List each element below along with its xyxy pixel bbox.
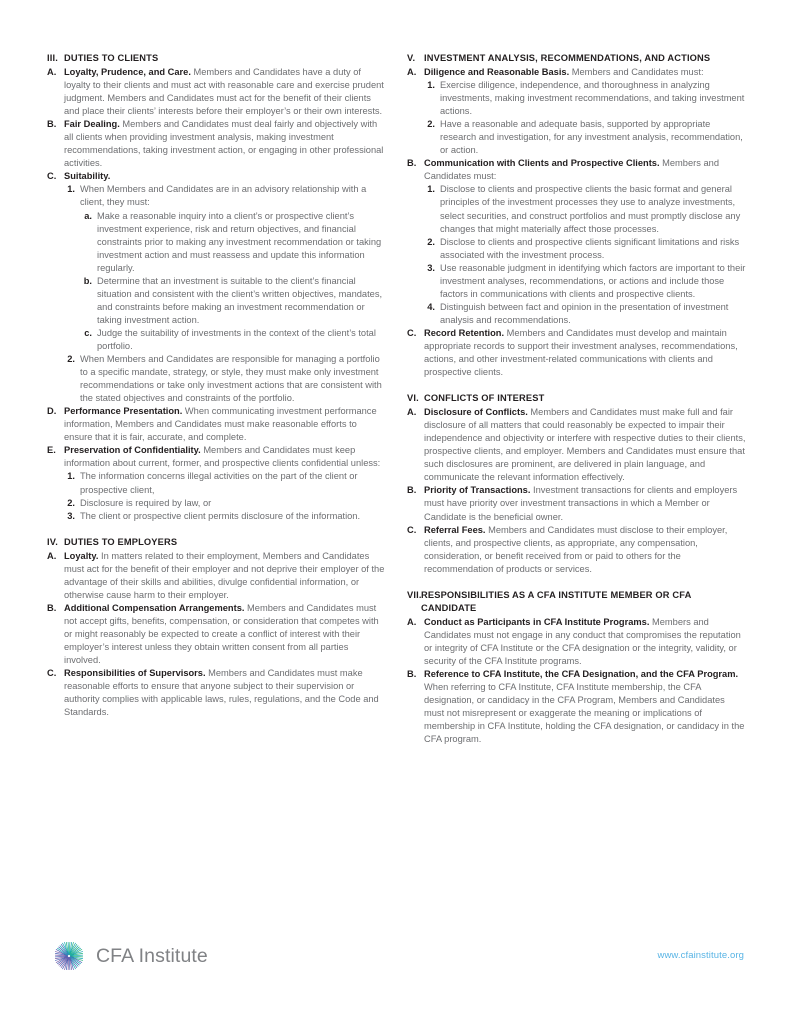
- sub-item: [63, 510, 387, 523]
- sub-item: [423, 79, 747, 118]
- item-lead: Loyalty, Prudence, and Care.: [64, 67, 191, 77]
- standard-item: [407, 524, 747, 576]
- sub-item-marker: 2.: [67, 497, 75, 508]
- section-heading: [407, 589, 747, 615]
- item-marker: A.: [47, 550, 57, 561]
- section-number: IV.: [47, 536, 58, 547]
- standard-item: [47, 66, 387, 118]
- section-title: RESPONSIBILITIES AS A CFA INSTITUTE MEMBER OR CFA CANDIDATE: [421, 589, 692, 613]
- item-text: Disclosure of Conflicts. Members and Candidates must make full and fair disclosure of all matters that could reasonably be expected to impair their independence and objectivity or interfere with respective duties to their clients, prospective clients, and employer. Members and Candidates must ensure that such disclosures are prominent, are delivered in plain language, and communicate the relevant information effectively.: [424, 407, 746, 483]
- sub-sub-item: [80, 210, 387, 275]
- sub-item-text: The client or prospective client permits disclosure of the information.: [80, 510, 361, 521]
- item-text: Reference to CFA Institute, the CFA Designation, and the CFA Program. When referring to CFA Institute, CFA Institute membership, the CFA designation, or candidacy in the CFA Program, Members and Candidates must not misrepresent or exaggerate the meaning or implications of membership in CFA Institute, holding the CFA designation, or candidacy in the CFA program.: [424, 668, 745, 745]
- item-text: Conduct as Participants in CFA Institute Programs. Members and Candidates must not engage in any conduct that compromises the reputation or integrity of CFA Institute or the CFA designation or the integrity, validity, or security of the CFA Institute programs.: [424, 616, 741, 666]
- sub-item: [63, 353, 387, 405]
- sub-item-marker: 1.: [67, 184, 75, 195]
- standard-item: [47, 405, 387, 444]
- section-heading: [407, 52, 747, 65]
- cfa-pinwheel-icon: [51, 938, 87, 974]
- standard-item: [47, 550, 387, 602]
- sub-item-text: Disclose to clients and prospective clients significant limitations and risks associated with the investment process.: [440, 236, 740, 260]
- sub-item: [63, 183, 387, 209]
- item-lead: Performance Presentation.: [64, 406, 183, 417]
- sub-item-marker: 2.: [67, 354, 75, 365]
- item-marker: A.: [47, 67, 57, 77]
- standard-item: [407, 406, 747, 484]
- item-marker: C.: [47, 668, 57, 679]
- standard-item: [47, 667, 387, 719]
- section-number: VI.: [407, 393, 419, 404]
- sub-item: [63, 470, 387, 496]
- standard-item: [407, 327, 747, 379]
- item-text: Record Retention. Members and Candidates must develop and maintain appropriate records to support their investment analyses, recommendations, actions, and other investment-related communications with clients and prospective clients.: [424, 327, 738, 378]
- item-marker: B.: [407, 668, 417, 679]
- page-footer: [0, 930, 791, 1000]
- item-text: Preservation of Confidentiality. Members and Candidates must keep information about current, former, and prospective clients confidential unless:: [64, 445, 381, 469]
- standard-item: [47, 170, 387, 183]
- item-lead: Diligence and Reasonable Basis.: [424, 67, 570, 77]
- sub-item-text: When Members and Candidates are in an advisory relationship with a client, they must:: [80, 184, 367, 208]
- section-heading: [407, 392, 747, 405]
- section-title: DUTIES TO CLIENTS: [64, 53, 159, 63]
- item-lead: Record Retention.: [424, 327, 505, 338]
- item-marker: B.: [407, 158, 417, 169]
- section-title: INVESTMENT ANALYSIS, RECOMMENDATIONS, AND ACTIONS: [424, 53, 711, 63]
- item-text: Diligence and Reasonable Basis. Members and Candidates must:: [424, 67, 704, 77]
- sub-item-text: The information concerns illegal activities on the part of the client or prospective client,: [80, 471, 358, 495]
- item-marker: C.: [47, 171, 57, 182]
- sub-sub-item-text: Judge the suitability of investments in the context of the client’s total portfolio.: [97, 327, 376, 351]
- sub-item-marker: 3.: [67, 510, 75, 521]
- item-text: Performance Presentation. When communicating investment performance information, Members and Candidates must make reasonable efforts to ensure that it is fair, accurate, and complete.: [64, 406, 377, 443]
- item-lead: Priority of Transactions.: [424, 485, 531, 496]
- sub-item: [423, 301, 747, 327]
- standard-item: [407, 668, 747, 746]
- sub-sub-item-text: Determine that an investment is suitable to the client’s financial situation and consistent with the client’s written objectives, mandates, and constraints before making an investment recommendation or taking investment action.: [97, 275, 383, 325]
- sub-item-text: Disclosure is required by law, or: [80, 497, 212, 508]
- standard-item: [407, 484, 747, 523]
- sub-item-marker: 3.: [427, 262, 435, 273]
- section-spacer: [47, 523, 387, 536]
- cfa-institute-logo: [51, 938, 208, 974]
- sub-item-text: Exercise diligence, independence, and thoroughness in analyzing investments, making investment recommendations, and taking investment actions.: [440, 80, 745, 117]
- item-text: Referral Fees. Members and Candidates must disclose to their employer, clients, and prospective clients, as appropriate, any compensation, consideration, or benefit received from or paid to others for the recommendation of products or services.: [424, 524, 728, 574]
- item-lead: Conduct as Participants in CFA Institute Programs.: [424, 616, 650, 627]
- item-marker: E.: [47, 445, 56, 456]
- item-text: Loyalty, Prudence, and Care. Members and Candidates have a duty of loyalty to their clients and must act with reasonable care and exercise prudent judgment. Members and Candidates must act for the benefit of their clients and place their clients’ interests before their employer’s or their own interests.: [64, 67, 384, 117]
- item-text: Additional Compensation Arrangements. Members and Candidates must not accept gifts, benefits, compensation, or consideration that competes with or might reasonably be expected to create a conflict of interest with their employer’s interest unless they obtain written consent from all parties involved.: [64, 602, 379, 666]
- item-lead: Referral Fees.: [424, 524, 486, 535]
- two-column-body: [47, 52, 747, 746]
- standard-item: [407, 157, 747, 183]
- item-marker: A.: [407, 407, 417, 418]
- standard-item: [407, 66, 747, 79]
- sub-item: [423, 183, 747, 235]
- logo-wordmark: CFA Institute: [96, 944, 208, 967]
- section-number: III.: [47, 53, 58, 63]
- item-marker: C.: [407, 327, 417, 338]
- section-spacer: [407, 379, 747, 392]
- item-marker: A.: [407, 67, 417, 77]
- item-marker: B.: [47, 119, 57, 130]
- sub-item-text: Distinguish between fact and opinion in the presentation of investment analysis and recommendations.: [440, 301, 729, 325]
- item-lead: Responsibilities of Supervisors.: [64, 668, 206, 679]
- sub-item-marker: 1.: [427, 80, 435, 91]
- section-number: VII.: [407, 589, 422, 600]
- sub-item-text: When Members and Candidates are responsible for managing a portfolio to a specific mandate, strategy, or style, they must make only investment recommendations or take only investment actions that are consistent with the stated objectives and constraints of the portfolio.: [80, 354, 382, 404]
- standard-item: [47, 118, 387, 170]
- item-lead: Disclosure of Conflicts.: [424, 407, 528, 418]
- standard-item: [407, 616, 747, 668]
- item-text: Loyalty. In matters related to their employment, Members and Candidates must act for the benefit of their employer and not deprive their employer of the advantage of their skills and abilities, divulge confidential information, or otherwise cause harm to their employer.: [64, 550, 385, 600]
- sub-sub-item-marker: b.: [83, 275, 92, 286]
- sub-sub-item-text: Make a reasonable inquiry into a client’s or prospective client’s investment experience, risk and return objectives, and financial constraints prior to making any investment recommendation or taking investment action and must reassess and update this information regularly.: [97, 210, 382, 273]
- item-lead: Reference to CFA Institute, the CFA Designation, and the CFA Program.: [424, 668, 739, 679]
- section-heading: [47, 536, 387, 549]
- sub-item: [423, 262, 747, 301]
- standard-item: [47, 444, 387, 470]
- section-title: DUTIES TO EMPLOYERS: [64, 536, 178, 547]
- item-lead: Communication with Clients and Prospective Clients.: [424, 158, 660, 169]
- item-lead: Suitability.: [64, 171, 111, 182]
- sub-item-marker: 1.: [67, 471, 75, 482]
- item-marker: D.: [47, 406, 57, 417]
- sub-item: [63, 497, 387, 510]
- sub-item-marker: 2.: [427, 236, 435, 247]
- item-text: Priority of Transactions. Investment transactions for clients and employers must have priority over investment transactions in which a Member or Candidate is the beneficial owner.: [424, 485, 738, 522]
- left-column: [47, 52, 387, 746]
- section-heading: [47, 52, 387, 65]
- sub-item: [423, 236, 747, 262]
- sub-item: [423, 118, 747, 157]
- section-title: CONFLICTS OF INTEREST: [424, 393, 545, 404]
- item-lead: Loyalty.: [64, 550, 99, 561]
- item-text: Communication with Clients and Prospective Clients. Members and Candidates must:: [424, 158, 719, 182]
- website-url[interactable]: www.cfainstitute.org: [657, 950, 744, 961]
- sub-item-text: Use reasonable judgment in identifying which factors are important to their investment analyses, recommendations, or actions and include those factors in communications with clients and prospective clients.: [440, 262, 746, 299]
- sub-sub-item-marker: a.: [84, 210, 92, 221]
- sub-sub-item: [80, 275, 387, 327]
- sub-item-text: Have a reasonable and adequate basis, supported by appropriate research and investigation, for any investment analysis, recommendation, or action.: [440, 119, 743, 156]
- sub-item-marker: 2.: [427, 119, 435, 130]
- item-marker: A.: [407, 616, 417, 627]
- sub-item-text: Disclose to clients and prospective clients the basic format and general principles of the investment processes they use to analyze investments, select securities, and construct portfolios and must promptly disclose any changes that might materially affect those processes.: [440, 184, 741, 234]
- item-marker: C.: [407, 524, 417, 535]
- sub-sub-item-marker: c.: [84, 327, 92, 338]
- item-marker: B.: [407, 485, 417, 496]
- right-column: [407, 52, 747, 746]
- sub-item-marker: 1.: [427, 184, 435, 195]
- item-text: Fair Dealing. Members and Candidates must deal fairly and objectively with all clients when providing investment analysis, making investment recommendations, taking investment action, or engaging in other professional activities.: [64, 119, 384, 169]
- standard-item: [47, 602, 387, 667]
- sub-item-marker: 4.: [427, 301, 435, 312]
- section-spacer: [407, 576, 747, 589]
- sub-sub-item: [80, 327, 387, 353]
- item-text: [64, 170, 387, 183]
- item-lead: Fair Dealing.: [64, 119, 120, 130]
- item-marker: B.: [47, 602, 57, 613]
- item-text: Responsibilities of Supervisors. Members and Candidates must make reasonable efforts to ensure that anyone subject to their supervision or authority complies with applicable laws, rules, regulations, and the Code and Standards.: [64, 668, 379, 718]
- item-lead: Preservation of Confidentiality.: [64, 445, 201, 456]
- section-number: V.: [407, 53, 416, 63]
- item-lead: Additional Compensation Arrangements.: [64, 602, 245, 613]
